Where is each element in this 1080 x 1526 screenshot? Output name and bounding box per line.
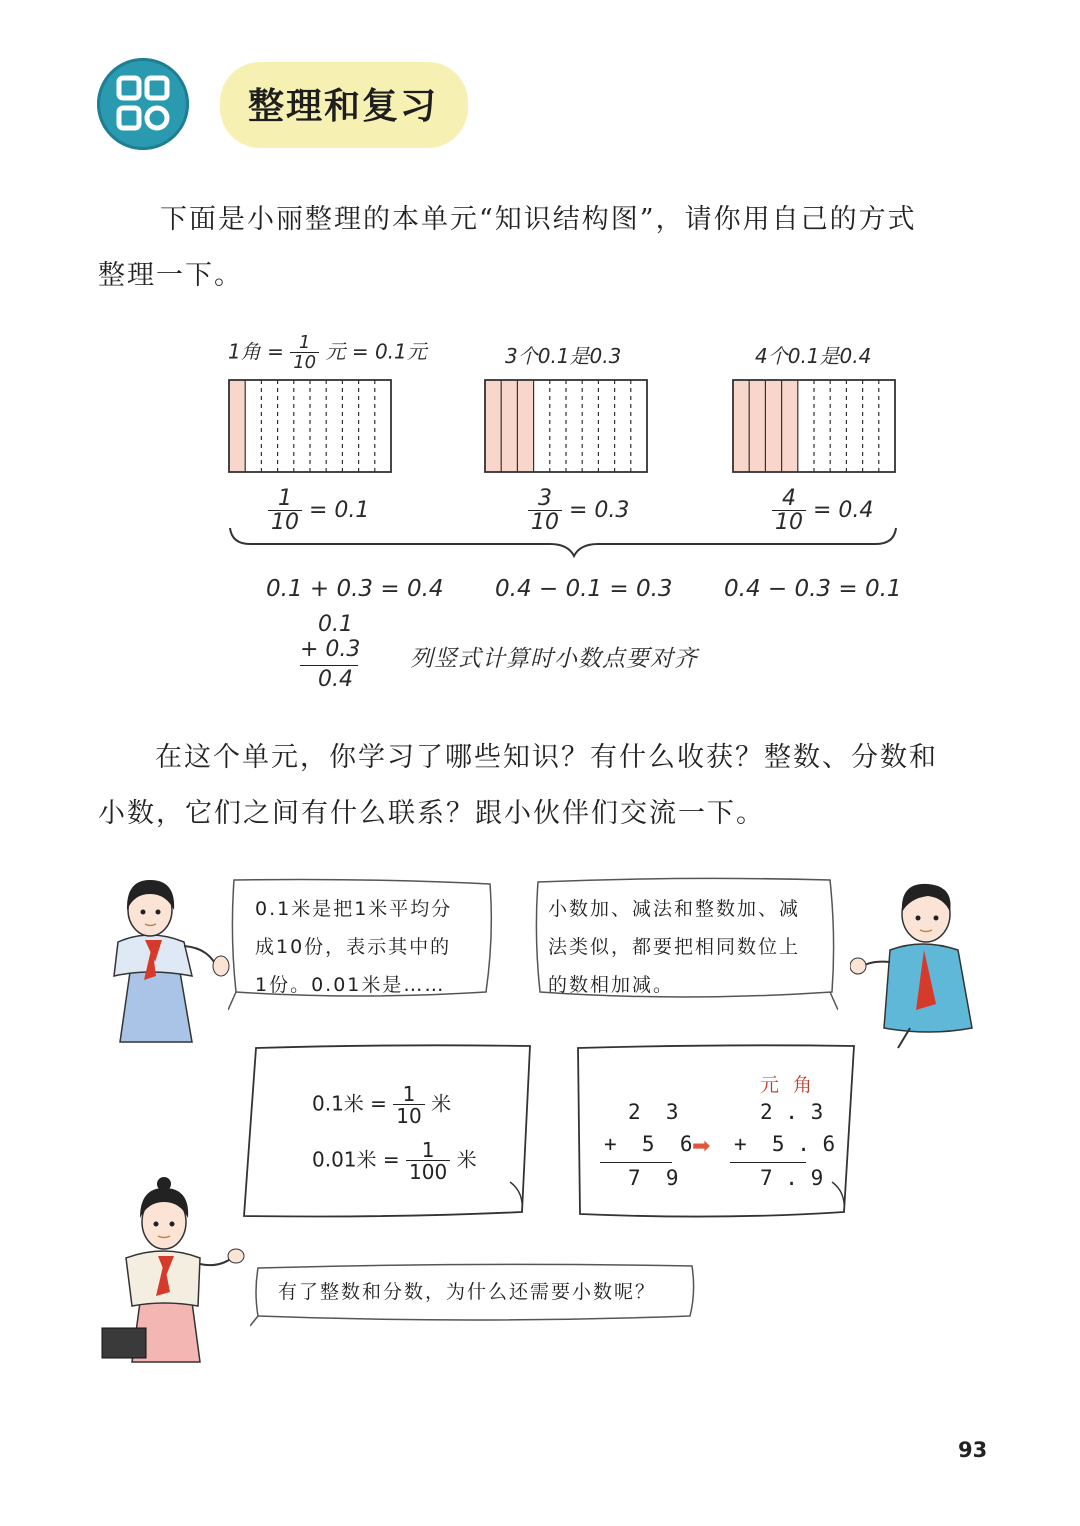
boy-right-illustration — [850, 878, 990, 1050]
card-left-row-1: 0.1米 = $\frac{1}{10}$ 米 — [312, 1082, 452, 1128]
card-left-row-2: 0.01米 = $\frac{1}{100}$ 米 — [312, 1138, 477, 1184]
four-squares-icon — [97, 58, 189, 150]
vertical-rule — [300, 665, 358, 666]
vertical-addend: + 0.3 — [300, 637, 361, 662]
equation-3: 0.4 − 0.3 = 0.1 — [724, 576, 902, 602]
card-left-frame — [240, 1042, 538, 1222]
int-addend: + 5 6 — [604, 1132, 693, 1156]
dec-result: 7 . 9 — [760, 1166, 824, 1190]
bubble-boy-right-text: 小数加、减法和整数加、减 法类似，都要把相同数位上 的数相加减。 — [548, 898, 801, 996]
arrow-right-icon: ➡ — [692, 1134, 711, 1159]
dec-top: 2 . 3 — [760, 1100, 824, 1124]
dec-rule — [730, 1162, 806, 1163]
bubble-girl-bottom-text: 有了整数和分数，为什么还需要小数呢？ — [278, 1281, 657, 1303]
equation-1: 0.1 + 0.3 = 0.4 — [266, 576, 444, 602]
int-rule — [600, 1162, 672, 1163]
strip-shaded-cell — [229, 380, 245, 472]
panel-2-fraction: $\frac{3}{10}$ = 0.3 — [528, 488, 629, 534]
panel-2-caption: 3个0.1是0.3 — [505, 344, 622, 368]
int-result: 7 9 — [628, 1166, 679, 1190]
question-line-1: 在这个单元，你学习了哪些知识？有什么收获？整数、分数和 — [155, 742, 938, 773]
panel-3-caption: 4个0.1是0.4 — [755, 344, 872, 368]
page-number: 93 — [958, 1438, 988, 1462]
page-title: 整理和复习 — [248, 85, 439, 127]
int-top: 2 3 — [628, 1100, 679, 1124]
strip-shaded-cell — [782, 380, 798, 472]
card-right-units: 元 角 — [760, 1074, 817, 1096]
girl-left-illustration — [100, 872, 230, 1044]
strip-shaded-cell — [733, 380, 749, 472]
strip-frame — [229, 380, 391, 472]
equation-2: 0.4 − 0.1 = 0.3 — [495, 576, 673, 602]
question-line-2: 小数，它们之间有什么联系？跟小伙伴们交流一下。 — [98, 798, 765, 829]
strip-shaded-cell — [501, 380, 517, 472]
panel-1-caption: 1角 = $\frac{1}{10}$ 元 = 0.1元 — [228, 332, 427, 373]
unit-review-badge — [97, 58, 189, 150]
strip-shaded-cell — [749, 380, 765, 472]
vertical-top: 0.1 — [318, 612, 353, 637]
girl-bottom-illustration — [96, 1172, 256, 1368]
vertical-result: 0.4 — [318, 667, 353, 692]
intro-line-2: 整理一下。 — [98, 260, 243, 291]
strip-shaded-cell — [517, 380, 533, 472]
panel-3-fraction: $\frac{4}{10}$ = 0.4 — [772, 488, 873, 534]
vertical-note: 列竖式计算时小数点要对齐 — [410, 646, 698, 672]
dec-addend: + 5 . 6 — [734, 1132, 836, 1156]
tenths-strips — [228, 378, 898, 474]
strip-shaded-cell — [765, 380, 781, 472]
panel-1-fraction: $\frac{1}{10}$ = 0.1 — [268, 488, 369, 534]
intro-line-1: 下面是小丽整理的本单元“知识结构图”，请你用自己的方式 — [160, 204, 917, 235]
curly-brace — [228, 524, 898, 560]
strip-shaded-cell — [485, 380, 501, 472]
bubble-girl-left-text: 0.1米是把1米平均分 成10份，表示其中的 1份。0.01米是…… — [255, 898, 453, 996]
